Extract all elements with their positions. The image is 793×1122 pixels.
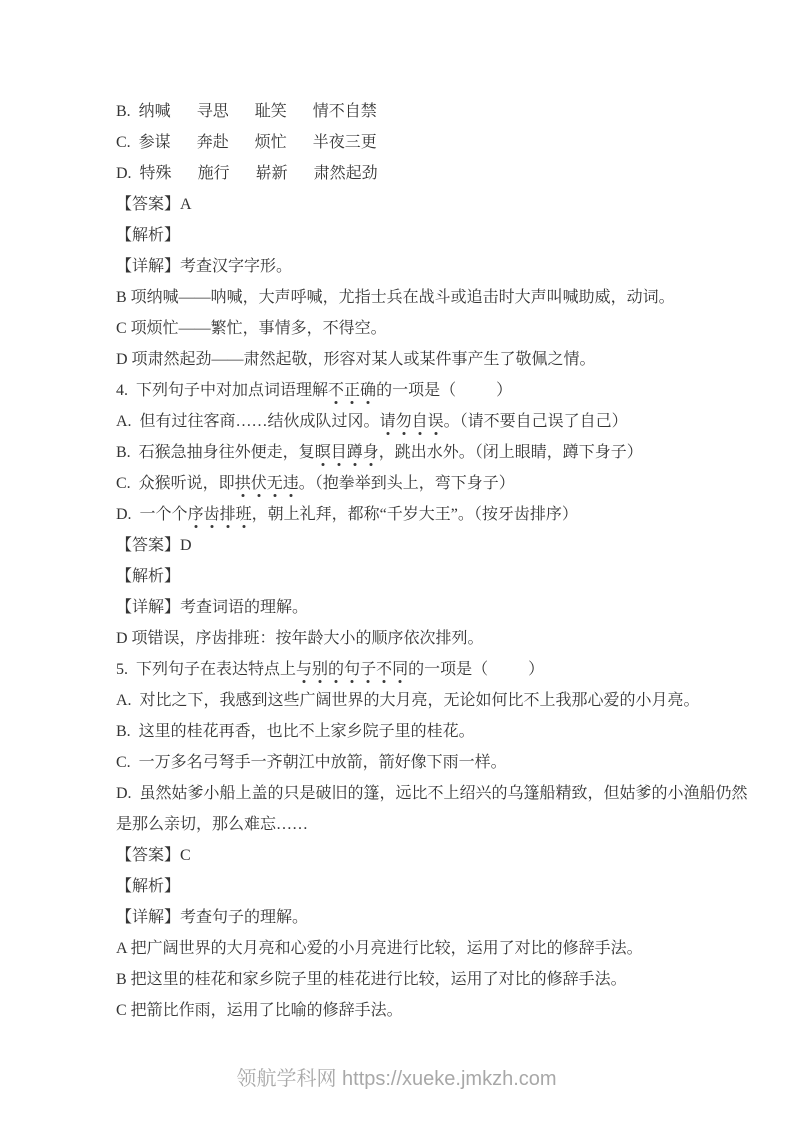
text-run: 【答案】D [116,537,192,554]
q4-detail-line [116,592,756,623]
watermark-text: 领航学科网 https://xueke.jmkzh.com [236,1068,557,1090]
text-run: 半夜三更 [312,134,377,151]
q3-analysis-label [116,220,756,251]
text-run: 的一项是（ [408,661,489,678]
text-run: D. 特殊 [116,165,172,182]
text-run: 【答案】A [116,196,192,213]
text-run: ，朝上礼拜，都称“千岁大王”。（按牙齿排序） [251,506,578,523]
text-run: 【解析】 [116,227,181,244]
document-body [116,96,756,1026]
q5-answer-line [116,840,756,871]
emphasized-text: 不正确 [328,382,377,399]
q4-explain-d [116,623,756,654]
q4-option-a [116,406,756,437]
text-run: 5. 下列句子在表达特点上 [116,661,297,678]
text-run: 【解析】 [116,568,181,585]
q3-explain-c [116,313,756,344]
q3-option-b [116,96,756,127]
text-run: D. 一个个 [116,506,188,523]
text-run: A. 但有过往客商……结伙成队过冈。 [116,413,380,430]
text-run: C. 参谋 [116,134,171,151]
text-run: C 项烦忙——繁忙，事情多，不得空。 [116,320,387,337]
text-run: B. 纳喊 [116,103,171,120]
text-run: ） [528,661,545,678]
emphasized-text: 请勿自误 [379,413,444,430]
q4-analysis-label [116,561,756,592]
q3-detail-line [116,251,756,282]
q5-detail-line [116,902,756,933]
emphasized-text: 瞑目蹲身 [314,444,379,461]
text-run: C. 一万多名弓弩手一齐朝江中放箭，箭好像下雨一样。 [116,754,507,771]
text-run: D 项肃然起劲——肃然起敬，形容对某人或某件事产生了敬佩之情。 [116,351,596,368]
text-run: ） [496,382,513,399]
text-run: 【解析】 [116,878,181,895]
q5-option-a [116,685,756,716]
q4-option-d [116,499,756,530]
text-run: 施行 [197,165,230,182]
text-run: 【详解】考查词语的理解。 [116,599,309,616]
text-run: A 把广阔世界的大月亮和心爱的小月亮进行比较，运用了对比的修辞手法。 [116,940,643,957]
text-run: 。（抱拳举到头上，弯下身子） [298,475,515,492]
text-run: 崭新 [255,165,288,182]
q3-option-c [116,127,756,158]
text-run: 是那么亲切，那么难忘…… [116,816,309,833]
q5-option-b [116,716,756,747]
text-run: B 项纳喊——呐喊，大声呼喊，尤指士兵在战斗或追击时大声叫喊助威，动词。 [116,289,675,306]
q3-explain-b [116,282,756,313]
q3-explain-d [116,344,756,375]
text-run: B. 这里的桂花再香，也比不上家乡院子里的桂花。 [116,723,475,740]
text-run: D. 虽然姑爹小船上盖的只是破旧的篷，远比不上绍兴的乌篷船精致，但姑爹的小渔船仍然 [116,785,748,802]
text-run: 4. 下列句子中对加点词语理解 [116,382,329,399]
text-run: 寻思 [196,103,229,120]
emphasized-text: 与别的句子不同 [296,661,409,678]
q4-answer-line [116,530,756,561]
text-run: C. 众猴听说，即 [116,475,235,492]
text-run: 【详解】考查句子的理解。 [116,909,309,926]
text-run: C 把箭比作雨，运用了比喻的修辞手法。 [116,1002,403,1019]
text-run: 烦忙 [254,134,287,151]
text-run: B. 石猴急抽身往外便走，复 [116,444,315,461]
q5-option-c [116,747,756,778]
q5-analysis-label [116,871,756,902]
text-run: 肃然起劲 [313,165,378,182]
q4-option-b [116,437,756,468]
text-run: B 把这里的桂花和家乡院子里的桂花进行比较，运用了对比的修辞手法。 [116,971,627,988]
q5-explain-a [116,933,756,964]
text-run: 【详解】考查汉字字形。 [116,258,293,275]
q5-explain-b [116,964,756,995]
text-run: 。（请不要自己误了自己） [443,413,628,430]
text-run: ，跳出水外。（闭上眼睛，蹲下身子） [378,444,643,461]
text-run: 情不自禁 [312,103,377,120]
text-run: 奔赴 [196,134,229,151]
watermark [0,1062,793,1091]
q3-answer-line [116,189,756,220]
q5-option-d-line2 [116,809,756,840]
text-run: 的一项是（ [376,382,457,399]
q4-option-c [116,468,756,499]
emphasized-text: 拱伏无违 [234,475,299,492]
q5-option-d-line1 [116,778,756,809]
text-run: 耻笑 [254,103,287,120]
text-run: D 项错误，序齿排班：按年龄大小的顺序依次排列。 [116,630,484,647]
q5-stem [116,654,756,685]
text-run: 【答案】C [116,847,191,864]
emphasized-text: 序齿排班 [187,506,252,523]
q3-option-d [116,158,756,189]
q4-stem [116,375,756,406]
text-run: A. 对比之下，我感到这些广阔世界的大月亮，无论如何比不上我那心爱的小月亮。 [116,692,700,709]
q5-explain-c [116,995,756,1026]
